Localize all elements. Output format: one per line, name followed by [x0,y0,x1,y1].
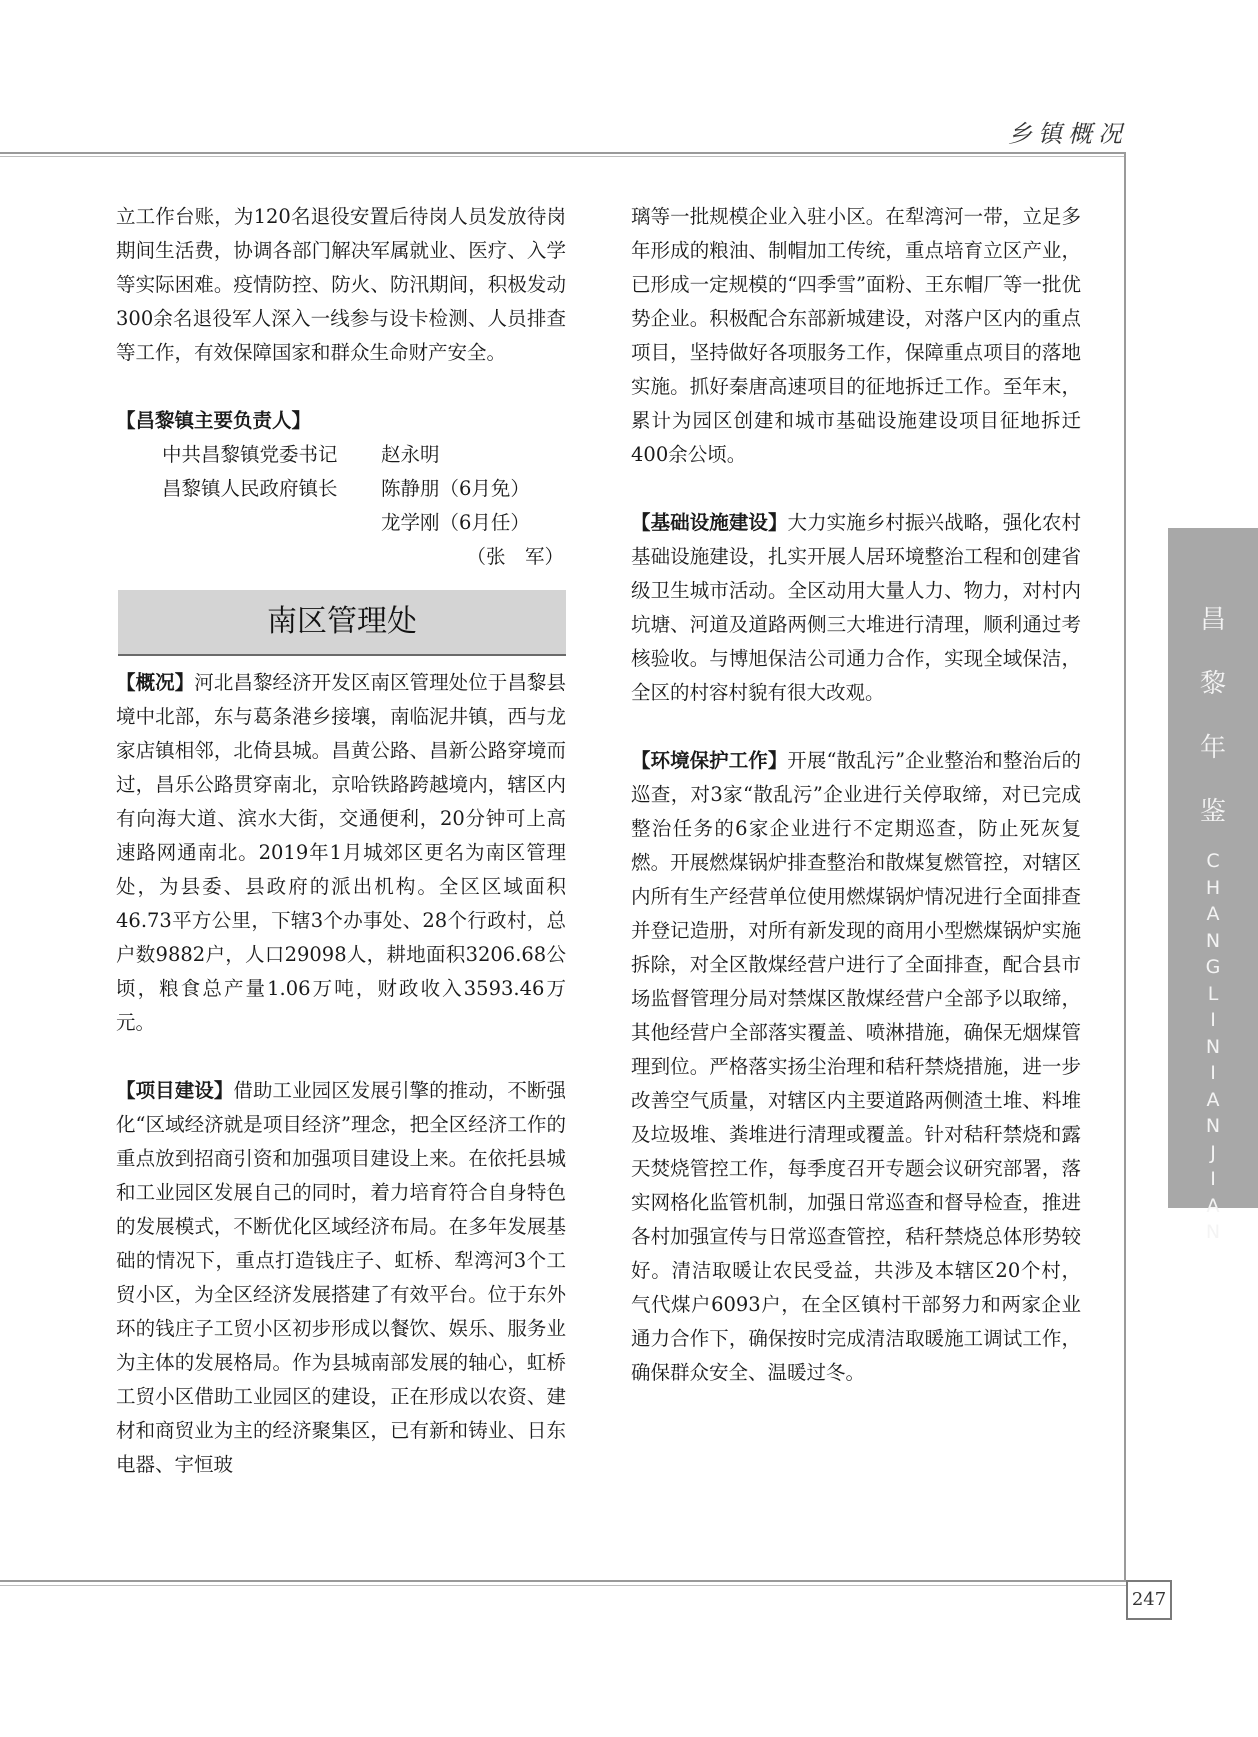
side-tab-letter: A [1206,903,1220,925]
top-frame-line-inner [0,156,1126,157]
side-tab-letter: L [1207,982,1219,1005]
section-title-banner: 南区管理处 [118,590,566,656]
spacer [116,370,566,404]
environment-heading: 【环境保护工作】 [631,749,788,772]
continued-paragraph: 璃等一批规模企业入驻小区。在犁湾河一带，立足多年形成的粮油、制帽加工传统，重点培育立区产业，已形成一定规模的“四季雪”面粉、王东帽厂等一批优势企业。积极配合东部新城建设，对落户区内的重点项目，坚持做好各项服务工作，保障重点项目的落地实施。抓好秦唐高速项目的征地拆迁工作。至年末，累计为园区创建和城市基础设施建设项目征地拆迁400余公顷。 [631,205,1081,466]
side-tab-latin-title [1168,848,1258,1246]
spacer [631,472,1081,506]
side-tab-char: 昌 [1199,605,1226,635]
intro-paragraph: 立工作台账，为120名退役安置后待岗人员发放待岗期间生活费，协调各部门解决军属就业、医疗、入学等实际困难。疫情防控、防火、防汛期间，积极发动300余名退役军人深入一线参与设卡检测、人员排查等工作，有效保障国家和群众生命财产安全。 [116,205,566,364]
side-tab-letter: A [1206,1088,1220,1111]
leader-name: 陈静朋（6月免） [381,477,530,500]
top-frame-line [0,152,1126,154]
side-tab-letter: N [1205,1115,1221,1137]
leader-title: 中共昌黎镇党委书记 [162,443,338,466]
side-tab-char: 鉴 [1199,797,1226,827]
leader-name: 赵永明 [381,443,440,466]
running-header: 乡镇概况 [1008,120,1128,148]
side-tab-letter: G [1205,956,1221,978]
side-tab-letter: A [1206,1194,1220,1217]
side-tab-letter: N [1205,1035,1221,1058]
leader-title: 昌黎镇人民政府镇长 [162,477,338,500]
overview-paragraph [116,666,566,1040]
projects-paragraph [116,1074,566,1482]
side-tab-char: 黎 [1199,669,1226,699]
leader-row [116,472,566,506]
side-tab-letter: N [1205,929,1221,952]
infrastructure-heading: 【基础设施建设】 [631,511,788,534]
author-signature: （张 军） [466,545,564,568]
page-number: 247 [1126,1580,1172,1620]
side-tab [1168,528,1258,1243]
leader-row [116,438,566,472]
side-tab-letter: C [1206,850,1220,872]
spacer [631,710,1081,744]
leaders-list [116,438,566,540]
environment-text: 开展“散乱污”企业整治和整治后的巡查，对3家“散乱污”企业进行关停取缔，对已完成整治任务的6家企业进行不定期巡查，防止死灰复燃。开展燃煤锅炉排查整治和散煤复燃管控，对辖区内所有生产经营单位使用燃煤锅炉情况进行全面排查并登记造册，对所有新发现的商用小型燃煤锅炉实施拆除，对全区散煤经营户进行了全面排查，配合县市场监督管理分局对禁煤区散煤经营户全部予以取缔，其他经营户全部落实覆盖、喷淋措施，确保无烟煤管理到位。严格落实扬尘治理和秸秆禁烧措施，进一步改善空气质量，对辖区内主要道路两侧渣土堆、料堆及垃圾堆、粪堆进行清理或覆盖。针对秸秆禁烧和露天焚烧管控工作，每季度召开专题会议研究部署，落实网格化监管机制，加强日常巡查和督导检查，推进各村加强宣传与日常巡查管控，秸秆禁烧总体形势较好。清洁取暖让农民受益，共涉及本辖区20个村，气代煤户6093户，在全区镇村干部努力和两家企业通力合作下，确保按时完成清洁取暖施工调试工作，确保群众安全、温暖过冬。 [631,749,1081,1384]
side-tab-letter: J [1210,1141,1216,1164]
side-tab-letter: I [1210,1009,1216,1031]
infrastructure-paragraph [631,506,1081,710]
spacer [116,1040,566,1074]
side-tab-letter: N [1205,1221,1221,1243]
side-tab-char: 年 [1199,733,1226,763]
leader-name: 龙学刚（6月任） [381,511,530,534]
side-tab-letter: I [1210,1062,1216,1084]
leader-row [116,506,566,540]
side-tab-letter: H [1205,876,1221,899]
side-tab-chinese-title [1168,588,1258,844]
overview-text: 河北昌黎经济开发区南区管理处位于昌黎县境中北部，东与葛条港乡接壤，南临泥井镇，西与龙家店镇相邻，北倚县城。昌黄公路、昌新公路穿境而过，昌乐公路贯穿南北，京哈铁路跨越境内，辖区内有向海大道、滨水大街，交通便利，20分钟可上高速路网通南北。2019年1月城郊区更名为南区管理处，为县委、县政府的派出机构。全区区域面积46.73平方公里，下辖3个办事处、28个行政村，总户数9882户，人口29098人，耕地面积3206.68公顷，粮食总产量1.06万吨，财政收入3593.46万元。 [116,671,566,1034]
right-frame-line [1124,152,1126,1582]
overview-heading: 【概况】 [116,671,195,694]
side-tab-letter: I [1210,1168,1216,1190]
bottom-frame-line [0,1580,1126,1582]
environment-paragraph [631,744,1081,1390]
bottom-frame-line-inner [0,1585,1126,1586]
right-column [631,200,1081,1390]
projects-text: 借助工业园区发展引擎的推动，不断强化“区域经济就是项目经济”理念，把全区经济工作的重点放到招商引资和加强项目建设上来。在依托县城和工业园区发展自己的同时，着力培育符合自身特色的发展模式，不断优化区域经济布局。在多年发展基础的情况下，重点打造钱庄子、虹桥、犁湾河3个工贸小区，为全区经济发展搭建了有效平台。位于东外环的钱庄子工贸小区初步形成以餐饮、娱乐、服务业为主体的发展格局。作为县城南部发展的轴心，虹桥工贸小区借助工业园区的建设，正在形成以农资、建材和商贸业为主的经济聚集区，已有新和铸业、日东电器、宇恒玻 [116,1079,566,1476]
projects-heading: 【项目建设】 [116,1079,234,1102]
infrastructure-text: 大力实施乡村振兴战略，强化农村基础设施建设，扎实开展人居环境整治工程和创建省级卫生城市活动。全区动用大量人力、物力，对村内坑塘、河道及道路两侧三大堆进行清理，顺利通过考核验收。与博旭保洁公司通力合作，实现全域保洁，全区的村容村貌有很大改观。 [631,511,1081,704]
leaders-heading: 【昌黎镇主要负责人】 [116,409,312,432]
left-column [116,200,566,1482]
leader-title [162,506,381,540]
